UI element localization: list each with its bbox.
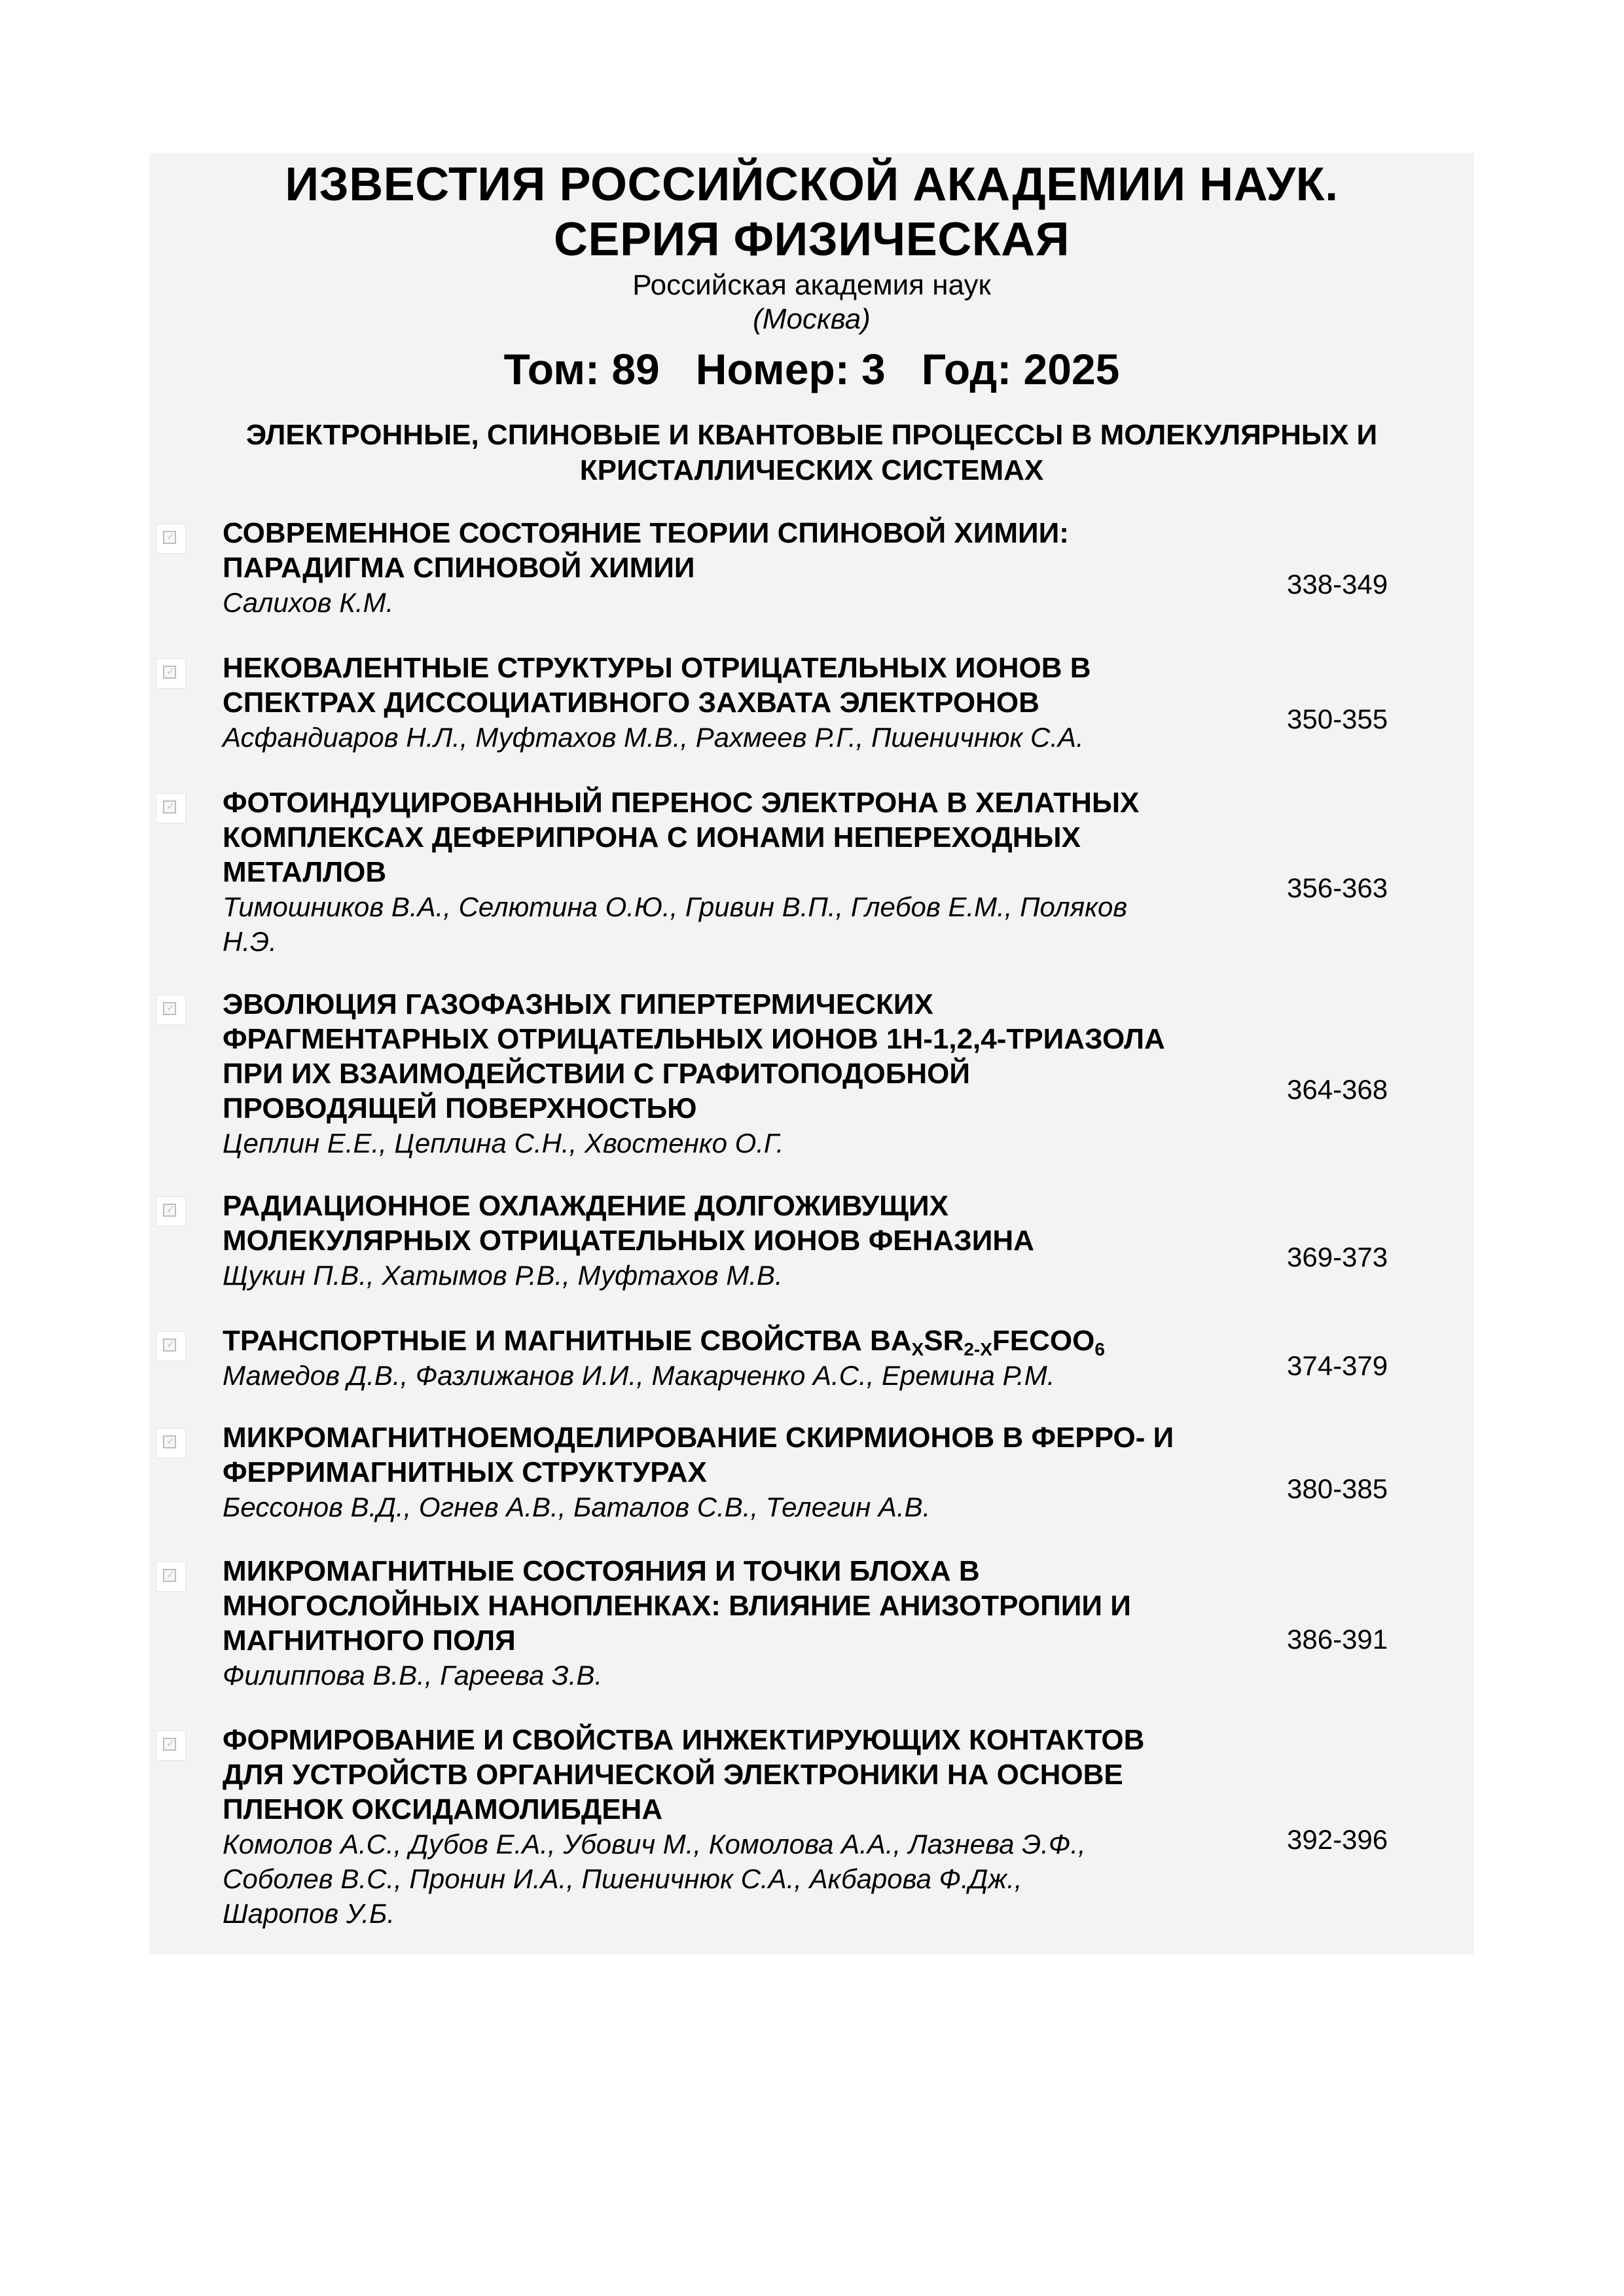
article-title-line: СОВРЕМЕННОЕ СОСТОЯНИЕ ТЕОРИИ СПИНОВОЙ ХИМИИ:: [223, 517, 1069, 549]
article-select-checkbox[interactable]: [156, 1196, 186, 1227]
article-authors: [223, 720, 1375, 755]
article-authors-line: Комолов А.С., Дубов Е.А., Убович М., Комолова А.А., Лазнева Э.Ф.,: [223, 1829, 1086, 1859]
article-title-subscript: 2-X: [964, 1339, 992, 1359]
article-title-subscript: X: [911, 1339, 924, 1359]
article-title-text: FECOO: [992, 1325, 1095, 1357]
article-title-line: ФРАГМЕНТАРНЫХ ОТРИЦАТЕЛЬНЫХ ИОНОВ 1Н-1,2,4-ТРИАЗОЛА: [223, 1023, 1165, 1055]
checkbox-icon: ✓: [163, 1204, 176, 1217]
article-authors-line: Цеплин Е.Е., Цеплина С.Н., Хвостенко О.Г.: [223, 1128, 784, 1158]
checkbox-icon: ✓: [163, 1338, 176, 1352]
article-title-text: ТРАНСПОРТНЫЕ И МАГНИТНЫЕ СВОЙСТВА BA: [223, 1325, 912, 1357]
article-authors-line: Соболев В.С., Пронин И.А., Пшеничнюк С.А., Акбарова Ф.Дж.,: [223, 1863, 1022, 1894]
article-title-line: ПАРАДИГМА СПИНОВОЙ ХИМИИ: [223, 552, 695, 584]
article-select-checkbox[interactable]: [156, 793, 186, 823]
article-select-checkbox[interactable]: [156, 524, 186, 554]
article-title-line: СПЕКТРАХ ДИССОЦИАТИВНОГО ЗАХВАТА ЭЛЕКТРОНОВ: [223, 687, 1039, 719]
article-title[interactable]: [223, 1723, 1375, 1827]
article-pages[interactable]: 386-391: [1287, 1624, 1388, 1655]
article-select-checkbox[interactable]: [156, 1562, 186, 1592]
article-pages[interactable]: 392-396: [1287, 1824, 1388, 1855]
article-title-line: МАГНИТНОГО ПОЛЯ: [223, 1624, 516, 1657]
toc-panel: [149, 153, 1474, 1954]
article-title-line: МИКРОМАГНИТНЫЕ СОСТОЯНИЯ И ТОЧКИ БЛОХА В: [223, 1555, 980, 1587]
journal-title-line-1: ИЗВЕСТИЯ РОССИЙСКОЙ АКАДЕМИИ НАУК.: [285, 158, 1339, 211]
checkbox-icon: ✓: [163, 1569, 176, 1582]
article-authors-line: Филиппова В.В., Гареева З.В.: [223, 1660, 603, 1691]
article-title-line: ЭВОЛЮЦИЯ ГАЗОФАЗНЫХ ГИПЕРТЕРМИЧЕСКИХ: [223, 988, 933, 1020]
article-title[interactable]: [223, 1554, 1375, 1658]
article-authors: [223, 1658, 1375, 1693]
article-title-line: КОМПЛЕКСАХ ДЕФЕРИПРОНА С ИОНАМИ НЕПЕРЕХОДНЫХ: [223, 821, 1081, 853]
article-title-line: МИКРОМАГНИТНОЕМОДЕЛИРОВАНИЕ СКИРМИОНОВ В ФЕРРО- И: [223, 1422, 1174, 1454]
checkbox-icon: ✓: [163, 1002, 176, 1015]
checkbox-icon: ✓: [163, 531, 176, 544]
article-authors: [223, 1358, 1375, 1393]
article-title[interactable]: [223, 1420, 1375, 1490]
article-authors: [223, 1827, 1375, 1931]
article-authors-line: Тимошников В.А., Селютина О.Ю., Гривин В.П., Глебов Е.М., Поляков: [223, 891, 1128, 922]
checkbox-icon: ✓: [163, 666, 176, 679]
article-title-line: НЕКОВАЛЕНТНЫЕ СТРУКТУРЫ ОТРИЦАТЕЛЬНЫХ ИОНОВ В: [223, 652, 1091, 684]
article-authors: [223, 1126, 1375, 1160]
journal-title-line-2: СЕРИЯ ФИЗИЧЕСКАЯ: [554, 213, 1070, 266]
article-pages[interactable]: 356-363: [1287, 872, 1388, 903]
issue-info: Том: 89 Номер: 3 Год: 2025: [503, 345, 1120, 393]
article-title-subscript: 6: [1094, 1339, 1105, 1359]
article-title[interactable]: [223, 516, 1375, 585]
article-authors: [223, 889, 1375, 959]
publisher-name: Российская академия наук: [632, 269, 991, 301]
article-pages[interactable]: 369-373: [1287, 1242, 1388, 1272]
article-pages[interactable]: 350-355: [1287, 704, 1388, 734]
article-title-line: ФОТОИНДУЦИРОВАННЫЙ ПЕРЕНОС ЭЛЕКТРОНА В ХЕЛАТНЫХ: [223, 787, 1140, 819]
article-title[interactable]: [223, 785, 1375, 889]
article-title-line: ПЛЕНОК ОКСИДАМОЛИБДЕНА: [223, 1793, 663, 1825]
article-title-line: МНОГОСЛОЙНЫХ НАНОПЛЕНКАХ: ВЛИЯНИЕ АНИЗОТРОПИИ И: [223, 1590, 1131, 1622]
article-title-text: SR: [924, 1325, 964, 1357]
section-title: ЭЛЕКТРОННЫЕ, СПИНОВЫЕ И КВАНТОВЫЕ ПРОЦЕССЫ В МОЛЕКУЛЯРНЫХ И КРИСТАЛЛИЧЕСКИХ СИСТЕМАХ: [245, 419, 1378, 486]
article-pages[interactable]: 364-368: [1287, 1074, 1388, 1105]
article-authors: [223, 1258, 1375, 1293]
article-select-checkbox[interactable]: [156, 1731, 186, 1761]
article-pages[interactable]: 380-385: [1287, 1473, 1388, 1504]
publisher-city: (Москва): [753, 303, 871, 335]
article-authors-line: Салихов К.М.: [223, 587, 394, 618]
article-authors-line: Щукин П.В., Хатымов Р.В., Муфтахов М.В.: [223, 1260, 783, 1291]
checkbox-icon: ✓: [163, 1738, 176, 1751]
article-title-line: ФЕРРИМАГНИТНЫХ СТРУКТУРАХ: [223, 1456, 707, 1488]
article-title-line: ПРОВОДЯЩЕЙ ПОВЕРХНОСТЬЮ: [223, 1092, 697, 1124]
article-authors-line: Н.Э.: [223, 926, 277, 957]
article-authors: [223, 1490, 1375, 1524]
article-authors-line: Бессонов В.Д., Огнев А.В., Баталов С.В., Телегин А.В.: [223, 1492, 931, 1522]
article-select-checkbox[interactable]: [156, 1331, 186, 1361]
article-select-checkbox[interactable]: [156, 995, 186, 1025]
checkbox-icon: ✓: [163, 800, 176, 814]
article-title-line: ПРИ ИХ ВЗАИМОДЕЙСТВИИ С ГРАФИТОПОДОБНОЙ: [223, 1058, 970, 1090]
article-title-line: МОЛЕКУЛЯРНЫХ ОТРИЦАТЕЛЬНЫХ ИОНОВ ФЕНАЗИНА: [223, 1225, 1034, 1257]
article-authors-line: Мамедов Д.В., Фазлижанов И.И., Макарченко А.С., Еремина Р.М.: [223, 1360, 1055, 1391]
article-title[interactable]: [223, 651, 1375, 720]
article-authors-line: Асфандиаров Н.Л., Муфтахов М.В., Рахмеев Р.Г., Пшеничнюк С.А.: [223, 722, 1084, 753]
article-title-line: ДЛЯ УСТРОЙСТВ ОРГАНИЧЕСКОЙ ЭЛЕКТРОНИКИ НА ОСНОВЕ: [223, 1759, 1123, 1791]
article-authors: [223, 585, 1375, 620]
article-authors-line: Шаропов У.Б.: [223, 1898, 395, 1929]
article-select-checkbox[interactable]: [156, 658, 186, 689]
article-select-checkbox[interactable]: [156, 1428, 186, 1458]
article-title-line: ФОРМИРОВАНИЕ И СВОЙСТВА ИНЖЕКТИРУЮЩИХ КОНТАКТОВ: [223, 1724, 1145, 1756]
checkbox-icon: ✓: [163, 1435, 176, 1448]
article-title-line: РАДИАЦИОННОЕ ОХЛАЖДЕНИЕ ДОЛГОЖИВУЩИХ: [223, 1190, 948, 1222]
article-title-line: МЕТАЛЛОВ: [223, 856, 387, 888]
article-pages[interactable]: 338-349: [1287, 569, 1388, 600]
article-pages[interactable]: 374-379: [1287, 1350, 1388, 1381]
article-title[interactable]: [223, 987, 1375, 1126]
journal-title: [149, 157, 1474, 267]
article-title[interactable]: [223, 1189, 1375, 1258]
